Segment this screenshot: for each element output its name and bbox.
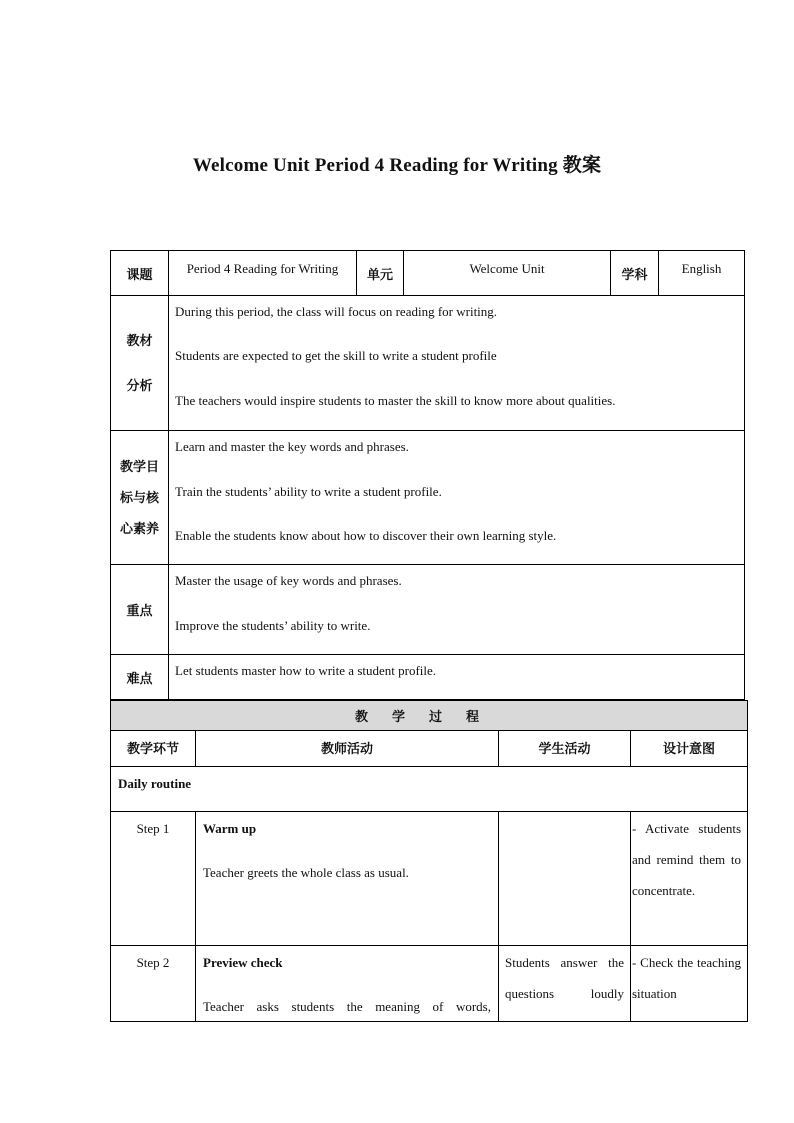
- material-row: [111, 296, 745, 431]
- objectives-label-line2: 标与核: [119, 490, 159, 505]
- step2-student-text: Students answer the questions loudly: [505, 955, 624, 1001]
- page-title: Welcome Unit Period 4 Reading for Writing 教案: [192, 155, 602, 176]
- key-points-row: [111, 565, 745, 655]
- objectives-row: [111, 431, 745, 565]
- process-table: [110, 700, 748, 1022]
- key-point-line: Master the usage of key words and phrases.: [175, 573, 402, 588]
- step2-teacher-activity: [196, 946, 499, 1022]
- topic-label: 课题: [111, 251, 169, 296]
- material-label-line2: 分析: [126, 378, 153, 393]
- topic-value: Period 4 Reading for Writing: [169, 251, 357, 296]
- objective-line: Enable the students know about how to discover their own learning style.: [175, 528, 557, 543]
- daily-routine-row: [111, 767, 748, 812]
- step1-design-intent: [631, 812, 748, 946]
- header-teacher-activity: 教师活动: [196, 731, 499, 767]
- step1-title: Warm up: [203, 821, 257, 836]
- objective-line: Learn and master the key words and phrases.: [175, 439, 409, 454]
- objective-line: Train the students’ ability to write a student profile.: [175, 484, 442, 499]
- process-heading-row: [111, 701, 748, 731]
- step2-intent-text: - Check the teaching situation: [632, 955, 742, 1001]
- unit-label: 单元: [357, 251, 404, 296]
- step1-student-activity: [499, 812, 631, 946]
- info-row: [111, 251, 745, 296]
- material-label-line1: 教材: [126, 333, 153, 348]
- header-student-activity: 学生活动: [499, 731, 631, 767]
- process-heading: 教学过程: [111, 701, 748, 731]
- difficulty-line: Let students master how to write a student profile.: [175, 663, 437, 678]
- process-header-row: [111, 731, 748, 767]
- step2-student-activity: [499, 946, 631, 1022]
- material-line: The teachers would inspire students to master the skill to know more about qualities.: [175, 393, 616, 408]
- step2-label: Step 2: [111, 946, 196, 1022]
- material-label: [111, 296, 169, 431]
- key-points-content: [169, 565, 745, 655]
- step2-title: Preview check: [203, 955, 283, 970]
- header-stage: 教学环节: [111, 731, 196, 767]
- objectives-label-line1: 教学目: [119, 459, 159, 474]
- step1-label: Step 1: [111, 812, 196, 946]
- key-point-line: Improve the students’ ability to write.: [175, 618, 371, 633]
- step1-intent-text: - Activate students and remind them to concentrate.: [632, 821, 742, 898]
- header-design-intent: 设计意图: [631, 731, 748, 767]
- objectives-label-line3: 心素养: [119, 521, 159, 536]
- daily-routine: Daily routine: [111, 767, 748, 812]
- material-content: [169, 296, 745, 431]
- difficulty-label: 难点: [111, 655, 169, 700]
- material-line: During this period, the class will focus on reading for writing.: [175, 304, 498, 319]
- key-points-label: 重点: [111, 565, 169, 655]
- step1-teacher-activity: [196, 812, 499, 946]
- step1-row: [111, 812, 748, 946]
- material-line: Students are expected to get the skill to write a student profile: [175, 348, 497, 363]
- subject-label: 学科: [611, 251, 659, 296]
- objectives-content: [169, 431, 745, 565]
- step2-design-intent: [631, 946, 748, 1022]
- step2-row: [111, 946, 748, 1022]
- unit-value: Welcome Unit: [404, 251, 611, 296]
- step2-teacher-text: Teacher asks students the meaning of words,: [203, 999, 491, 1014]
- step1-teacher-text: Teacher greets the whole class as usual.: [203, 865, 409, 880]
- subject-value: English: [659, 251, 745, 296]
- difficulty-content: [169, 655, 745, 700]
- difficulty-row: [111, 655, 745, 700]
- lesson-info-table: [110, 250, 745, 700]
- objectives-label: [111, 431, 169, 565]
